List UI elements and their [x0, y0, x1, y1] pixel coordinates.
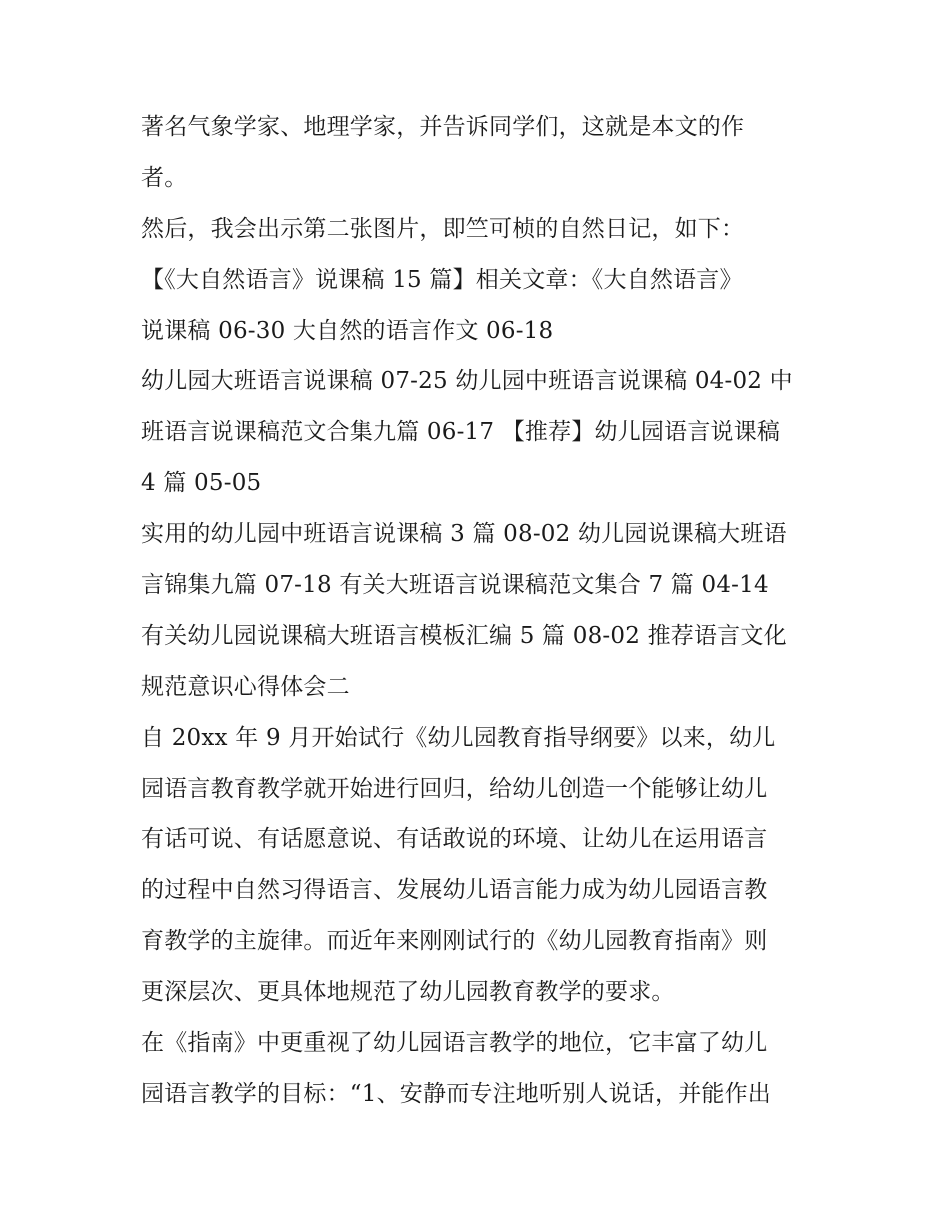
text-line: 更深层次、更具体地规范了幼儿园教育教学的要求。	[141, 979, 675, 1006]
text-line: 实用的幼儿园中班语言说课稿 3 篇 08-02 幼儿园说课稿大班语	[141, 521, 787, 548]
text-line: 者。	[141, 164, 188, 191]
text-line: 规范意识心得体会二	[141, 673, 350, 700]
text-line: 园语言教学的目标：“1、安静而专注地听别人说话，并能作出	[141, 1080, 771, 1107]
text-line: 班语言说课稿范文合集九篇 06-17 【推荐】幼儿园语言说课稿	[141, 419, 781, 446]
text-line: 著名气象学家、地理学家，并告诉同学们，这就是本文的作	[141, 114, 745, 140]
text-line: 有关幼儿园说课稿大班语言模板汇编 5 篇 08-02 推荐语言文化	[141, 622, 787, 649]
text-line: 4 篇 05-05	[141, 470, 262, 497]
text-line: 【《大自然语言》说课稿 15 篇】相关文章：《大自然语言》	[141, 266, 743, 293]
document-body	[141, 102, 821, 1120]
text-line: 园语言教育教学就开始进行回归，给幼儿创造一个能够让幼儿	[141, 775, 768, 802]
text-line: 的过程中自然习得语言、发展幼儿语言能力成为幼儿园语言教	[141, 877, 768, 904]
text-line: 在《指南》中更重视了幼儿园语言教学的地位，它丰富了幼儿	[141, 1030, 768, 1057]
text-line: 自 20xx 年 9 月开始试行《幼儿园教育指导纲要》以来，幼儿	[141, 724, 776, 751]
text-line: 然后，我会出示第二张图片，即竺可桢的自然日记，如下：	[141, 215, 745, 242]
text-line: 有话可说、有话愿意说、有话敢说的环境、让幼儿在运用语言	[141, 826, 768, 853]
text-line: 说课稿 06-30 大自然的语言作文 06-18	[141, 317, 554, 344]
text-line: 言锦集九篇 07-18 有关大班语言说课稿范文集合 7 篇 04-14	[141, 572, 769, 599]
text-line: 育教学的主旋律。而近年来刚刚试行的《幼儿园教育指南》则	[141, 928, 768, 955]
text-line: 幼儿园大班语言说课稿 07-25 幼儿园中班语言说课稿 04-02 中	[141, 368, 793, 395]
